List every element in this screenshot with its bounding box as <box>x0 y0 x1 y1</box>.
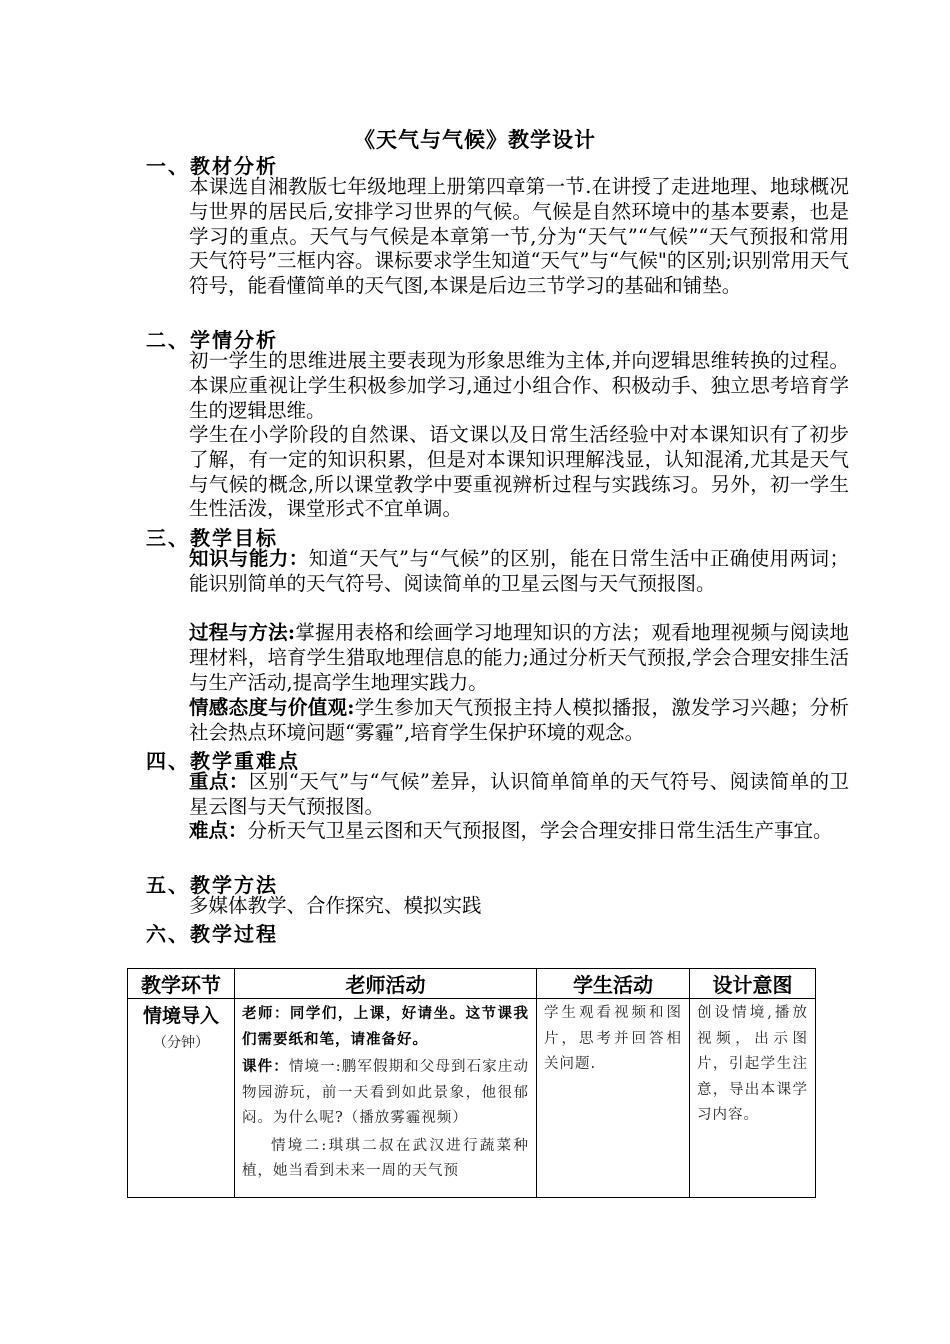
teacher-greeting: 老师：同学们，上课，好请坐。这节课我们需要纸和笔，请准备好。 <box>242 1005 529 1048</box>
design-intent-text: 创设情境,播放视频，出示图片，引起学生注意，导出本课学习内容。 <box>697 1005 808 1123</box>
goal-knowledge-label: 知识与能力： <box>189 547 309 570</box>
section-2-paragraph-1: 初一学生的思维进展主要表现为形象思维为主体,并向逻辑思维转换的过程。本课应重视让学生积极参加学习,通过小组合作、积极动手、独立思考培育学生的逻辑思维。 <box>189 349 849 422</box>
stage-duration: （分钟） <box>153 1035 209 1051</box>
header-stage: 教学环节 <box>128 969 235 999</box>
scenario-two: 情境二:琪琪二叔在武汉进行蔬菜种植，她当看到未来一周的天气预 <box>242 1137 529 1179</box>
section-heading-2: 二、学情分析 <box>146 328 278 352</box>
goal-emotion-label: 情感态度与价值观: <box>189 696 355 719</box>
table-row <box>128 999 816 1198</box>
teacher-activity-cell <box>235 999 537 1198</box>
header-student-activity: 学生活动 <box>537 969 690 999</box>
key-point <box>146 770 849 820</box>
key-point-text: 区别“天气”与“气候”差异，认识简单简单的天气符号、阅读简单的卫星云图与天气预报图。 <box>189 770 849 818</box>
student-activity-cell <box>537 999 690 1198</box>
difficult-point-label: 难点： <box>189 819 248 842</box>
goal-process <box>146 621 849 695</box>
section-heading-6: 六、教学过程 <box>146 922 278 946</box>
goal-process-label: 过程与方法: <box>189 621 296 644</box>
stage-name: 情境导入 <box>142 1005 219 1027</box>
header-design-intent: 设计意图 <box>690 969 816 999</box>
section-1-paragraph: 本课选自湘教版七年级地理上册第四章第一节.在讲授了走进地理、地球概况与世界的居民后,安排学习世界的气候。气候是自然环境中的基本要素，也是学习的重点。天气与气候是本章第一节,分为“天气”“气候”“天气预报和常用天气符号”三框内容。课标要求学生知道“天气”与“气候"的区别;识别常用天气符号，能看懂简单的天气图,本课是后边三节学习的基础和铺垫。 <box>189 175 849 298</box>
section-5-text: 多媒体教学、合作探究、模拟实践 <box>189 894 482 917</box>
section-heading-3: 三、教学目标 <box>146 526 278 550</box>
difficult-point <box>146 819 849 844</box>
courseware-label: 课件： <box>242 1058 289 1075</box>
goal-emotion-text: 学生参加天气预报主持人模拟播报，激发学习兴趣；分析社会热点环境问题“雾霾”,培育学生保护环境的观念。 <box>189 696 849 744</box>
goal-emotion <box>146 696 849 746</box>
section-heading-4: 四、教学重难点 <box>146 749 300 773</box>
stage-cell <box>128 999 235 1198</box>
header-teacher-activity: 老师活动 <box>235 969 537 999</box>
key-point-label: 重点： <box>189 770 249 793</box>
difficult-point-text: 分析天气卫星云图和天气预报图，学会合理安排日常生活生产事宜。 <box>247 819 833 842</box>
scenario-one: 情境一:鹏军假期和父母到石家庄动物园游玩，前一天看到如此景象，他很郁闷。为什么呢?（播放雾霾视频） <box>242 1059 530 1126</box>
goal-knowledge <box>146 547 849 597</box>
section-heading-1: 一、教材分析 <box>146 154 278 178</box>
goal-knowledge-text: 知道“天气”与“气候”的区别，能在日常生活中正确使用两词；能识别简单的天气符号、阅读简单的卫星云图与天气预报图。 <box>189 547 849 595</box>
section-heading-5: 五、教学方法 <box>146 873 278 897</box>
goal-process-text: 掌握用表格和绘画学习地理知识的方法；观看地理视频与阅读地理材料，培育学生猎取地理信息的能力;通过分析天气预报,学会合理安排生活与生产活动,提高学生地理实践力。 <box>189 621 849 694</box>
table-header-row <box>128 969 816 999</box>
student-activity-text: 学生观看视频和图片，思考并回答相关问题. <box>544 1005 682 1072</box>
section-2-paragraph-2: 学生在小学阶段的自然课、语文课以及日常生活经验中对本课知识有了初步了解，有一定的知识积累，但是对本课知识理解浅显，认知混淆,尤其是天气与气候的概念,所以课堂教学中要重视辨析过程与实践练习。另外，初一学生生性活泼，课堂形式不宜单调。 <box>189 423 849 521</box>
document-title: 《天气与气候》教学设计 <box>354 127 596 152</box>
teacher-courseware <box>235 1052 536 1132</box>
teaching-process-table <box>127 968 816 1198</box>
design-intent-cell <box>690 999 816 1198</box>
